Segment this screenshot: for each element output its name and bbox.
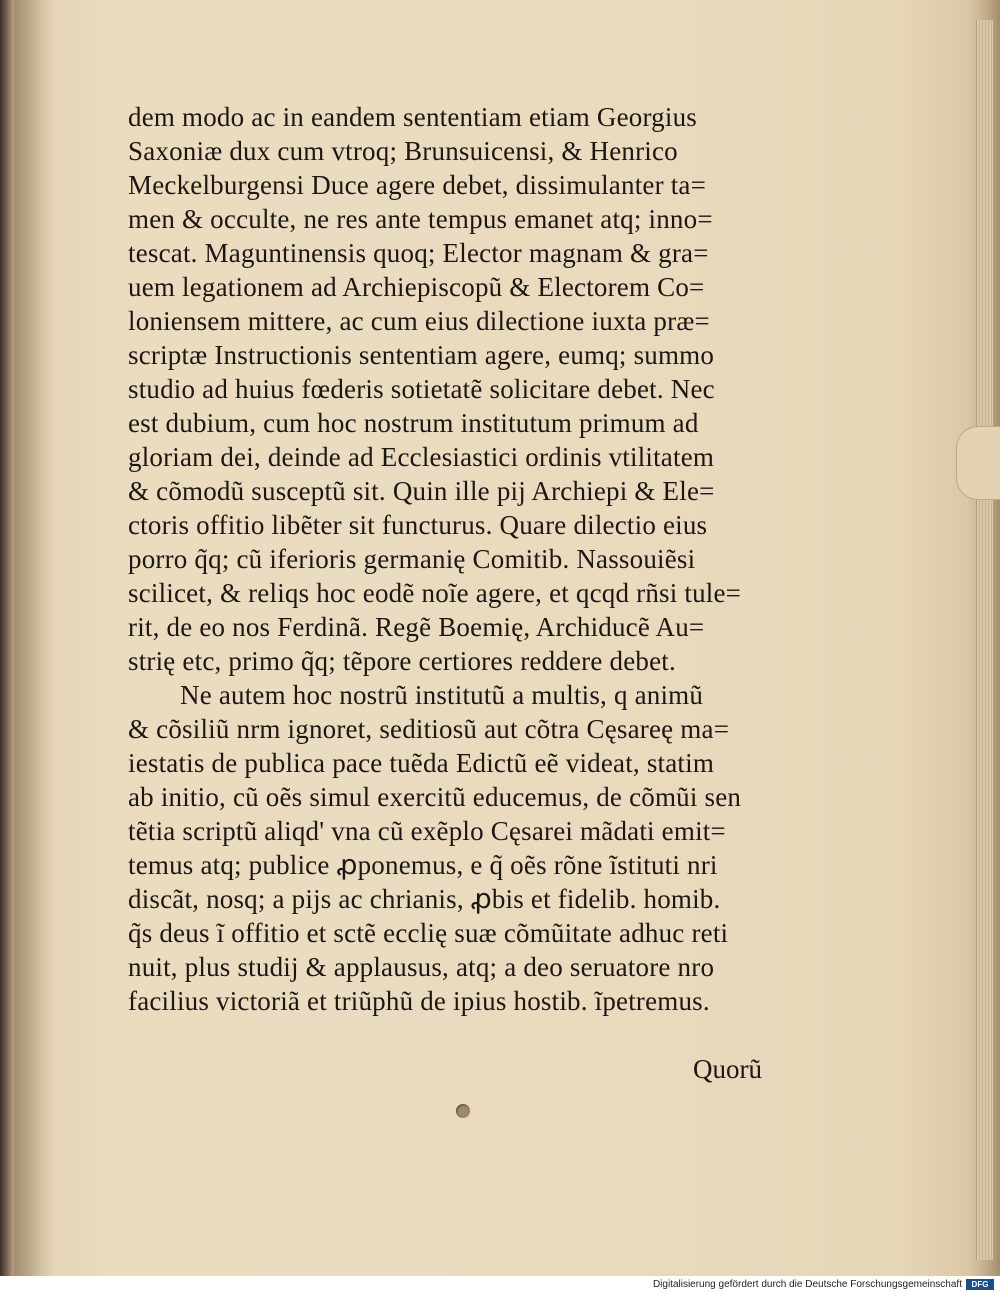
text-line: nuit, plus studij & applausus, atq; a deo seruatore nro <box>128 952 715 982</box>
text-line: discãt, nosq; a pijs ac chrianis, ꝓbis et fidelib. homib. <box>128 884 721 914</box>
text-line: uem legationem ad Archiepiscopũ & Electorem Co= <box>128 272 705 302</box>
text-line: & cõsiliũ nrm ignoret, seditiosũ aut cõtra Cęsareę ma= <box>128 714 730 744</box>
text-line: scriptæ Instructionis sententiam agere, eumq; summo <box>128 340 715 370</box>
body-text <box>128 100 788 1018</box>
text-line: ab initio, cũ oẽs simul exercitũ educemus, de cõmũi sen <box>128 782 742 812</box>
text-line: Saxoniæ dux cum vtroq; Brunsuicensi, & Henrico <box>128 136 678 166</box>
page-tab <box>956 426 1000 500</box>
text-line: ctoris offitio libẽter sit functurus. Quare dilectio eius <box>128 510 708 540</box>
text-line: facilius victoriã et triũphũ de ipius hostib. ĩpetremus. <box>128 986 710 1016</box>
text-line: strię etc, primo q̃q; tẽpore certiores reddere debet. <box>128 646 676 676</box>
text-line: temus atq; publice ꝓponemus, e q̃ oẽs rõne ĩstituti nri <box>128 850 718 880</box>
text-line: porro q̃q; cũ iferioris germanię Comitib. Nassouiẽsi <box>128 544 696 574</box>
text-line: gloriam dei, deinde ad Ecclesiastici ordinis vtilitatem <box>128 442 715 472</box>
text-line: tẽtia scriptũ aliqd' vna cũ exẽplo Cęsarei mãdati emit= <box>128 816 726 846</box>
text-line: studio ad huius fœderis sotietatẽ solicitare debet. Nec <box>128 374 715 404</box>
binding-edge <box>0 0 14 1276</box>
text-line: rit, de eo nos Ferdinã. Regẽ Boemię, Archiducẽ Au= <box>128 612 705 642</box>
text-line: Meckelburgensi Duce agere debet, dissimulanter ta= <box>128 170 707 200</box>
text-line: Ne autem hoc nostrũ institutũ a multis, q animũ <box>180 680 704 710</box>
page-stack <box>976 20 993 1260</box>
gutter-shadow <box>14 0 54 1276</box>
text-line: tescat. Maguntinensis quoq; Elector magnam & gra= <box>128 238 709 268</box>
dfg-logo: DFG <box>966 1279 994 1290</box>
text-line: est dubium, cum hoc nostrum institutum primum ad <box>128 408 699 438</box>
text-line: scilicet, & reliqs hoc eodẽ noĩe agere, et qcqd rñsi tule= <box>128 578 742 608</box>
text-line: men & occulte, ne res ante tempus emanet atq; inno= <box>128 204 713 234</box>
text-line: loniensem mittere, ac cum eius dilectione iuxta præ= <box>128 306 710 336</box>
text-line: q̃s deus ĩ offitio et sctẽ ecclię suæ cõmũitate adhuc reti <box>128 918 729 948</box>
text-line: iestatis de publica pace tuẽda Edictũ eẽ videat, statim <box>128 748 715 778</box>
text-line: & cõmodũ susceptũ sit. Quin ille pij Archiepi & Ele= <box>128 476 715 506</box>
funding-credit: Digitalisierung gefördert durch die Deutsche Forschungsgemeinschaft <box>652 1279 962 1290</box>
text-line: dem modo ac in eandem sententiam etiam Georgius <box>128 102 697 132</box>
catchword: Quorũ <box>693 1054 762 1084</box>
paper-hole <box>456 1104 470 1118</box>
